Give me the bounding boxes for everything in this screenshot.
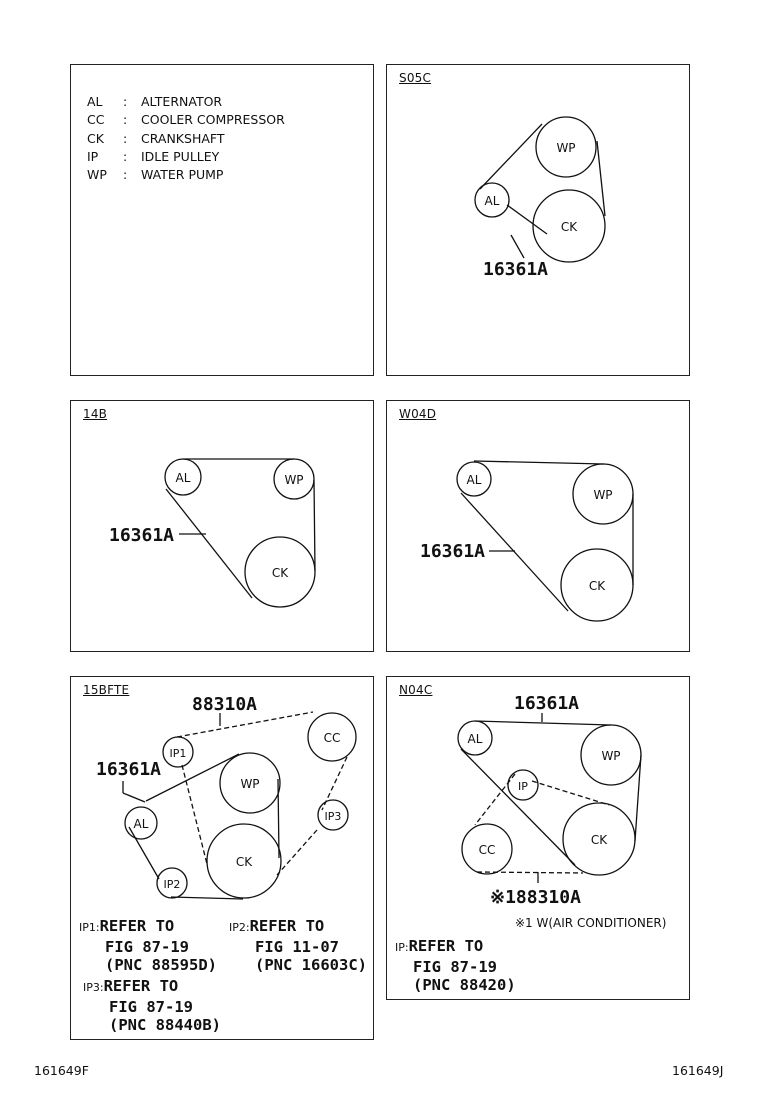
note-line: REFER TO	[249, 917, 325, 935]
legend-row	[87, 166, 285, 184]
note-line: FIG 11-07	[255, 937, 339, 956]
belt-segment-dashed	[532, 781, 609, 805]
panel-s05c	[386, 64, 690, 376]
legend-code: IP	[87, 148, 99, 164]
belt-segment	[474, 461, 604, 464]
pulley-label-al: AL	[175, 471, 191, 485]
pulley-label-al: AL	[133, 817, 149, 831]
legend-text: ALTERNATOR	[141, 94, 223, 109]
pulley-label-wp: WP	[284, 473, 304, 487]
legend-text: IDLE PULLEY	[141, 148, 220, 164]
legend-row	[87, 148, 285, 166]
panel-title: 15BFTE	[83, 683, 130, 697]
legend-list	[87, 93, 285, 184]
note-label: IP3:	[83, 981, 104, 994]
legend-row	[87, 130, 285, 148]
panel-15bfte	[70, 676, 374, 1040]
panel-title: 14B	[83, 407, 108, 421]
belt-diagram-w04d	[387, 401, 691, 653]
panel-title: N04C	[399, 683, 433, 697]
panel-n04c	[386, 676, 690, 1000]
legend-code: AL	[87, 94, 103, 109]
belt-segment	[480, 124, 542, 189]
leader-line	[123, 793, 145, 802]
legend-text: COOLER COMPRESSOR	[141, 112, 285, 128]
legend-text: CRANKSHAFT	[141, 130, 225, 146]
belt-segment	[166, 489, 252, 598]
legend-text: WATER PUMP	[141, 167, 224, 183]
note-label: IP:	[395, 941, 409, 954]
pulley-label-al: AL	[484, 194, 500, 208]
legend-code: WP	[87, 167, 107, 183]
legend-row	[87, 93, 285, 111]
note-line: REFER TO	[408, 937, 484, 955]
legend-sep: :	[123, 112, 128, 128]
pulley-label-al: AL	[467, 732, 483, 746]
panel-title: S05C	[399, 71, 432, 85]
belt-segment	[314, 480, 315, 571]
pulley-label-ip2: IP2	[163, 878, 181, 891]
note-line: (PNC 88420)	[413, 976, 516, 994]
legend-sep: :	[123, 167, 128, 183]
footnote: ※1 W(AIR CONDITIONER)	[515, 916, 667, 930]
pulley-label-ck: CK	[235, 855, 253, 869]
pulley-label-ip1: IP1	[169, 747, 187, 760]
legend-row	[87, 111, 285, 129]
note-ip1	[79, 917, 217, 975]
belt-segment	[507, 205, 547, 234]
figure-code-left: 161649F	[34, 1063, 89, 1078]
belt-segment-dashed	[177, 712, 313, 737]
note-label: IP1:	[79, 921, 100, 934]
legend-panel	[70, 64, 374, 376]
belt-segment	[129, 827, 159, 879]
figure-code-right: 161649J	[672, 1063, 724, 1078]
part-number-88310a: 88310A	[192, 694, 258, 715]
belt-segment-dashed	[277, 830, 317, 875]
panel-14b	[70, 400, 374, 652]
pulley-label-wp: WP	[556, 141, 576, 155]
pulley-label-cc: CC	[478, 843, 496, 857]
note-ip3	[83, 977, 221, 1035]
pulley-label-ck: CK	[590, 833, 608, 847]
part-number: 16361A	[420, 541, 486, 562]
note-line: REFER TO	[99, 917, 175, 935]
note-line: REFER TO	[103, 977, 179, 995]
note-line: FIG 87-19	[413, 957, 497, 976]
part-number: 16361A	[109, 525, 175, 546]
legend-sep: :	[123, 94, 128, 109]
leader-line	[511, 235, 524, 258]
pulley-label-wp: WP	[601, 749, 621, 763]
legend-code: CK	[87, 130, 104, 146]
legend-code: CC	[87, 112, 105, 128]
panel-title: W04D	[399, 407, 437, 421]
note-ip	[395, 937, 516, 995]
pulley-label-ck: CK	[588, 579, 606, 593]
part-number-88310a: ※188310A	[490, 887, 581, 908]
part-number-16361a: 16361A	[96, 759, 162, 780]
note-line: FIG 87-19	[105, 937, 189, 956]
belt-segment	[171, 897, 243, 899]
note-label: IP2:	[229, 921, 250, 934]
pulley-label-al: AL	[466, 473, 482, 487]
part-number: 16361A	[483, 259, 549, 280]
pulley-label-wp: WP	[240, 777, 260, 791]
pulley-label-ip: IP	[518, 780, 528, 793]
note-line: (PNC 16603C)	[255, 956, 367, 974]
pulley-label-ip3: IP3	[324, 810, 342, 823]
panel-w04d	[386, 400, 690, 652]
legend-sep: :	[123, 148, 128, 164]
note-line: (PNC 88440B)	[109, 1016, 221, 1034]
note-ip2	[229, 917, 367, 975]
belt-diagram-14b	[71, 401, 375, 653]
pulley-label-cc: CC	[323, 731, 341, 745]
pulley-label-ck: CK	[271, 566, 289, 580]
pulley-label-ck: CK	[560, 220, 578, 234]
note-line: (PNC 88595D)	[105, 956, 217, 974]
legend-sep: :	[123, 130, 128, 146]
belt-segment-dashed	[182, 765, 207, 864]
note-line: FIG 87-19	[109, 997, 193, 1016]
part-number-16361a: 16361A	[514, 693, 580, 714]
belt-segment	[475, 721, 611, 725]
pulley-label-wp: WP	[593, 488, 613, 502]
belt-diagram-s05c	[387, 65, 691, 377]
